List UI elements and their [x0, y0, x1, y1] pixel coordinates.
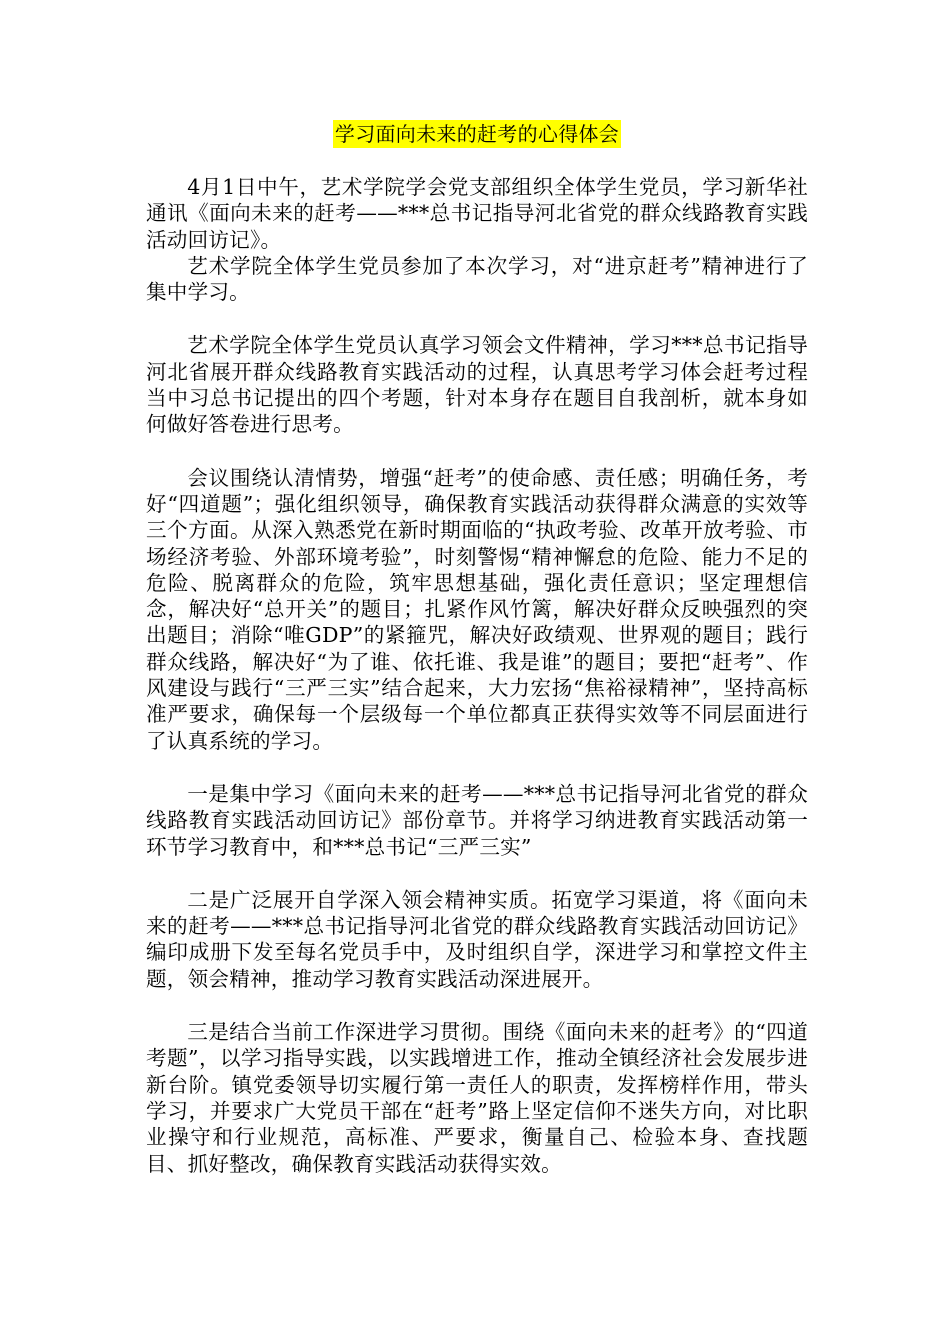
document-page — [146, 120, 808, 1177]
paragraph-gap — [146, 992, 808, 1019]
document-title: 学习面向未来的赶考的心得体会 — [334, 122, 620, 146]
paragraph-gap — [146, 754, 808, 781]
title-row — [146, 120, 808, 148]
paragraph-gap — [146, 860, 808, 887]
paragraph-5: 一是集中学习《面向未来的赶考——***总书记指导河北省党的群众线路教育实践活动回访记》部份章节。并将学习纳进教育实践活动第一环节学习教育中，和***总书记“三严三实” — [146, 781, 808, 859]
paragraph-gap — [146, 305, 808, 332]
paragraph-7: 三是结合当前工作深进学习贯彻。围绕《面向未来的赶考》的“四道考题”，以学习指导实践，以实践增进工作，推动全镇经济社会发展步进新台阶。镇党委领导切实履行第一责任人的职责，发挥榜样作用，带头学习，并要求广大党员干部在“赶考”路上坚定信仰不迷失方向，对比职业操守和行业规范，高标准、严要求，衡量自己、检验本身、查找题目、抓好整改，确保教育实践活动获得实效。 — [146, 1020, 808, 1176]
paragraph-3: 艺术学院全体学生党员认真学习领会文件精神，学习***总书记指导河北省展开群众线路教育实践活动的过程，认真思考学习体会赶考过程当中习总书记提出的四个考题，针对本身存在题目自我剖析，就本身如何做好答卷进行思考。 — [146, 333, 808, 437]
paragraph-1: 4月1日中午，艺术学院学会党支部组织全体学生党员，学习新华社通讯《面向未来的赶考——***总书记指导河北省党的群众线路教育实践活动回访记》。 — [146, 175, 808, 252]
paragraph-4: 会议围绕认清情势，增强“赶考”的使命感、责任感；明确任务，考好“四道题”；强化组织领导，确保教育实践活动获得群众满意的实效等三个方面。从深入熟悉党在新时期面临的“执政考验、改革开放考验、市场经济考验、外部环境考验”，时刻警惕“精神懈怠的危险、能力不足的危险、脱离群众的危险，筑牢思想基础，强化责任意识；坚定理想信念，解决好“总开关”的题目；扎紧作风竹篱，解决好群众反映强烈的突出题目；消除“唯GDP”的紧箍咒，解决好政绩观、世界观的题目；践行群众线路，解决好“为了谁、依托谁、我是谁”的题目；要把“赶考”、作风建设与践行“三严三实”结合起来，大力宏扬“焦裕禄精神”，坚持高标准严要求，确保每一个层级每一个单位都真正获得实效等不同层面进行了认真系统的学习。 — [146, 465, 808, 753]
paragraph-6: 二是广泛展开自学深入领会精神实质。拓宽学习渠道，将《面向未来的赶考——***总书记指导河北省党的群众线路教育实践活动回访记》编印成册下发至每名党员手中，及时组织自学，深进学习和掌控文件主题，领会精神，推动学习教育实践活动深进展开。 — [146, 887, 808, 991]
paragraph-2: 艺术学院全体学生党员参加了本次学习，对“进京赶考”精神进行了集中学习。 — [146, 253, 808, 305]
paragraph-gap — [146, 438, 808, 465]
